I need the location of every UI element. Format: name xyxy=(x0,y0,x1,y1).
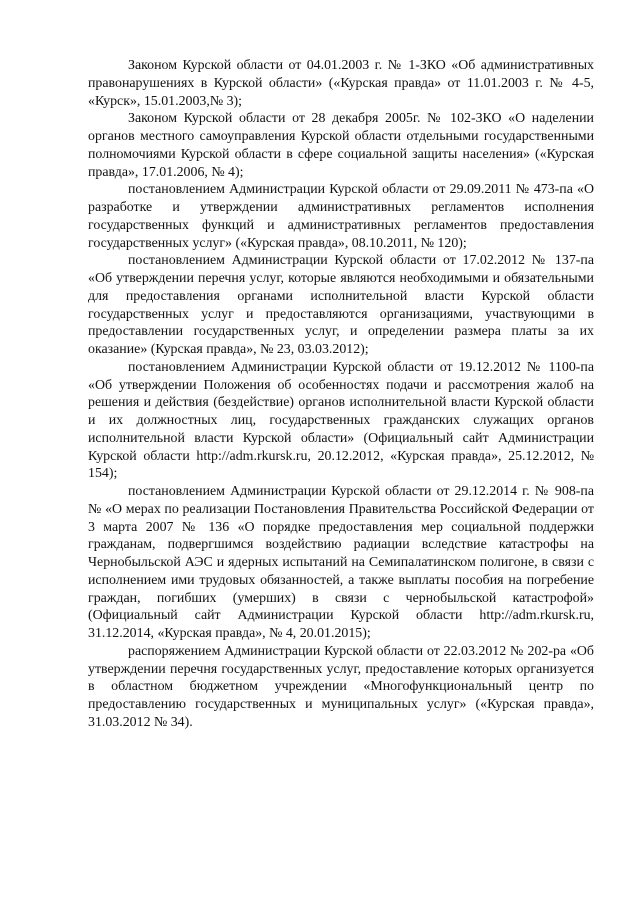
law-paragraph-1zko: Законом Курской области от 04.01.2003 г. № 1-ЗКО «Об административных правонарушениях в Курской области» («Курская правда» от 11.01.2003 г. № 4-5, «Курск», 15.01.2003,№ 3); xyxy=(88,58,594,109)
law-paragraph-102zko: Законом Курской области от 28 декабря 2005г. № 102-ЗКО «О наделении органов местного самоуправления Курской области отдельными государственными полномочиями Курской области в сфере социальной защиты населения» («Курская правда», 17.01.2006, № 4); xyxy=(88,111,594,180)
resolution-paragraph-473pa: постановлением Администрации Курской области от 29.09.2011 № 473-па «О разработке и утверждении административных регламентов исполнения государственных функций и административных регламентов предоставления государственных услуг» («Курская правда», 08.10.2011, № 120); xyxy=(88,182,594,251)
legal-basis-list xyxy=(88,57,594,732)
resolution-paragraph-137pa: постановлением Администрации Курской области от 17.02.2012 № 137-па «Об утверждении перечня услуг, которые являются необходимыми и обязательными для предоставления органами исполнительной власти Курской области государственных услуг и предоставляются организациями, участвующими в предоставлении государственных услуг, и определении размера платы за их оказание» (Курская правда», № 23, 03.03.2012); xyxy=(88,253,594,357)
resolution-paragraph-1100pa: постановлением Администрации Курской области от 19.12.2012 № 1100-па «Об утверждении Положения об особенностях подачи и рассмотрения жалоб на решения и действия (бездействие) органов исполнительной власти Курской области и их должностных лиц, государственных гражданских служащих органов исполнительной власти Курской области» (Официальный сайт Администрации Курской области http://adm.rkursk.ru, 20.12.2012, «Курская правда», 25.12.2012, № 154); xyxy=(88,359,594,482)
resolution-paragraph-908pa: постановлением Администрации Курской области от 29.12.2014 г. № 908-па № «О мерах по реализации Постановления Правительства Российской Федерации от 3 марта 2007 № 136 «О порядке предоставления мер социальной поддержки гражданам, подвергшимся воздействию радиации вследствие катастрофы на Чернобыльской АЭС и ядерных испытаний на Семипалатинском полигоне, в связи с исполнением ими трудовых обязанностей, а также выплаты пособия на погребение граждан, погибших (умерших) в связи с чернобыльской катастрофой» (Официальный сайт Администрации Курской области http://adm.rkursk.ru, 31.12.2014, «Курская правда», № 4, 20.01.2015); xyxy=(88,484,594,641)
order-paragraph-202ra: распоряжением Администрации Курской области от 22.03.2012 № 202-ра «Об утверждении перечня государственных услуг, предоставление которых организуется в областном бюджетном учреждении «Многофункциональный центр по предоставлению государственных и муниципальных услуг» («Курская правда», 31.03.2012 № 34). xyxy=(88,643,594,730)
